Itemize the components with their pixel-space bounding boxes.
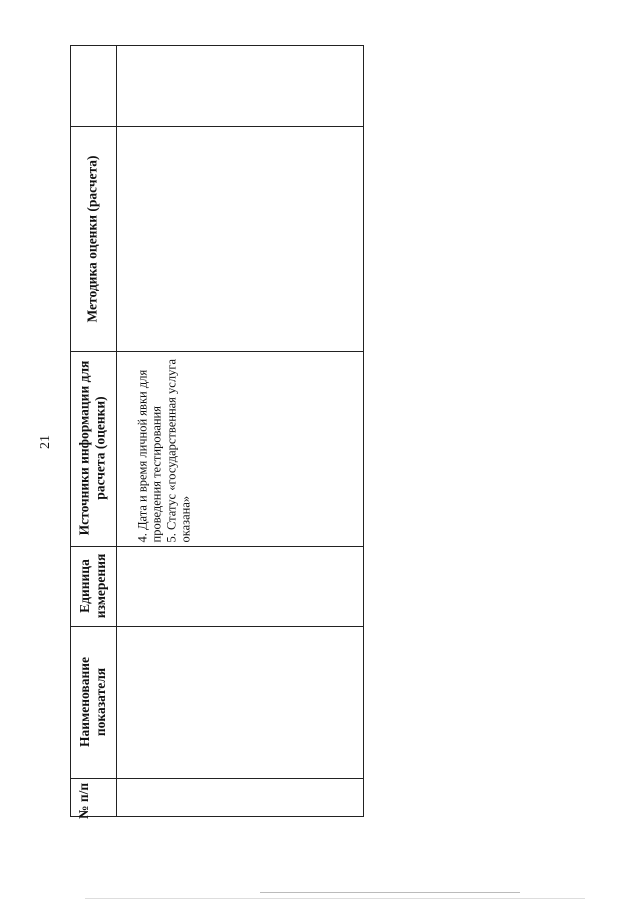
header-num: № п/п [75, 782, 91, 820]
cell-source: 4. Дата и время личной явки для проведения тестирования 5. Статус «государственная услуга оказана» [134, 358, 192, 542]
header-source: Источники информации для расчета (оценки) [76, 360, 108, 536]
header-method: Методика оценки (расчета) [84, 155, 100, 323]
header-divider [116, 46, 117, 816]
cell-unit [118, 546, 364, 626]
scan-line [260, 892, 520, 893]
header-unit: Единица измерения [77, 553, 108, 619]
scan-line [85, 898, 585, 899]
cell-num [40, 815, 286, 855]
indicator-table [70, 45, 364, 820]
header-name: Наименование показателя [77, 657, 108, 747]
cell-name [118, 625, 364, 777]
row-divider-num [71, 778, 363, 779]
cell-method [118, 86, 364, 391]
page-number: 21 [38, 435, 53, 449]
